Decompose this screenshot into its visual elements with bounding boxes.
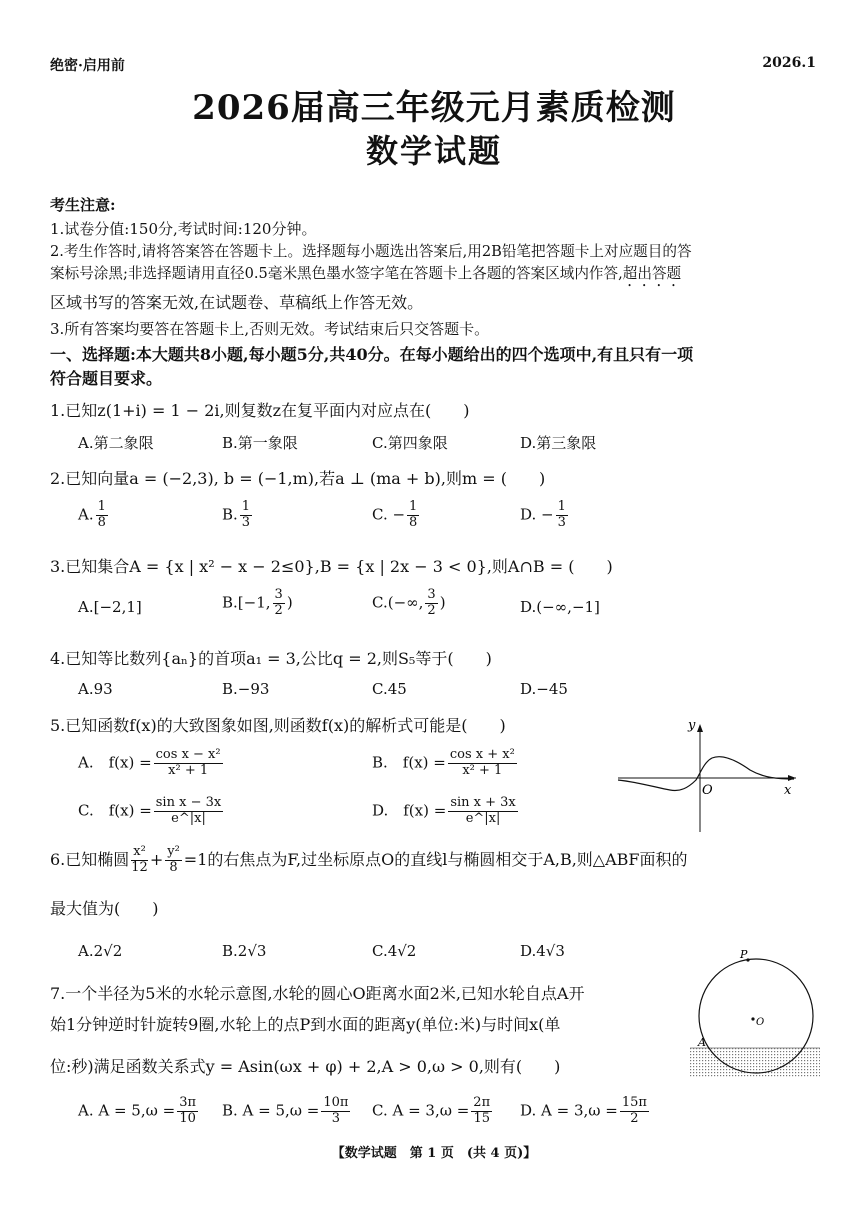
q7-a-num: 3π	[179, 1095, 197, 1110]
q7-a-label: A. A = 5,ω =	[78, 1101, 176, 1120]
q5-function-graph	[618, 716, 803, 836]
q2-option-b	[222, 500, 254, 531]
q2-c-frac	[407, 500, 419, 531]
q5-b-label: B. f(x) =	[372, 753, 446, 772]
q4-stem: 4.已知等比数列{aₙ}的首项a₁ = 3,公比q = 2,则S₅等于( )	[50, 649, 492, 668]
q3-stem: 3.已知集合A = {x | x² − x − 2≤0},B = {x | 2x − 3 < 0},则A∩B = ( )	[50, 557, 613, 576]
q7-option-d	[520, 1096, 651, 1127]
q2-option-c	[372, 500, 421, 531]
q4-option-a: A.93	[78, 680, 113, 698]
q5-option-d	[372, 796, 520, 827]
q5-a-den: x² + 1	[168, 762, 209, 778]
q7-d-frac	[620, 1096, 649, 1127]
q7-stem-1: 7.一个半径为5米的水轮示意图,水轮的圆心O距离水面2米,已知水轮自点A开	[50, 984, 585, 1003]
q4-option-d: D.−45	[520, 680, 568, 698]
q5-a-frac	[154, 748, 223, 779]
q7-d-label: D. A = 3,ω =	[520, 1101, 618, 1120]
q6-frac-x-den: 12	[131, 859, 148, 875]
q3-b-label: B.[−1,	[222, 593, 271, 612]
q5-a-label: A. f(x) =	[78, 753, 152, 772]
q3-b-den: 2	[274, 602, 283, 618]
q7-b-num: 10π	[323, 1095, 349, 1110]
q5-c-num: sin x − 3x	[155, 795, 222, 810]
q5-b-frac	[448, 748, 517, 779]
q5-stem: 5.已知函数f(x)的大致图象如图,则函数f(x)的解析式可能是( )	[50, 716, 506, 735]
q7-a-den: 10	[179, 1110, 196, 1126]
q6-stem	[50, 845, 688, 876]
graph-x-label: x	[784, 783, 792, 798]
q7-waterwheel-diagram	[690, 946, 820, 1086]
q5-b-num: cos x + x²	[449, 747, 515, 762]
q5-c-label: C. f(x) =	[78, 801, 152, 820]
q2-a-label: A.	[78, 505, 94, 524]
q7-c-frac	[471, 1096, 492, 1127]
note-2a: 2.考生作答时,请将答案答在答题卡上。选择题每小题选出答案后,用2B铅笔把答题卡上对应题目的答	[50, 243, 692, 260]
q2-c-den: 8	[409, 514, 418, 530]
q2-c-num: 1	[409, 499, 418, 514]
q7-c-num: 2π	[473, 1095, 491, 1110]
q2-a-frac	[96, 500, 108, 531]
q2-option-d	[520, 500, 570, 531]
q7-a-frac	[177, 1096, 198, 1127]
point-a-label: A	[698, 1036, 706, 1049]
q1-stem: 1.已知z(1+i) = 1 − 2i,则复数z在复平面内对应点在( )	[50, 401, 470, 420]
q2-d-frac	[556, 500, 568, 531]
q5-d-num: sin x + 3x	[450, 795, 516, 810]
wheel-center-dot	[751, 1017, 754, 1020]
q2-d-den: 3	[557, 514, 566, 530]
q6-frac-x	[131, 845, 148, 876]
q6-frac-y-num: y²	[167, 844, 180, 859]
exam-subject: 数学试题	[365, 132, 502, 170]
q2-b-den: 3	[241, 514, 251, 530]
q7-c-label: C. A = 3,ω =	[372, 1101, 470, 1120]
q7-option-b	[222, 1096, 352, 1127]
q6-stem-b: =1的右焦点为F,过坐标原点O的直线l与椭圆相交于A,B,则△ABF面积的	[183, 849, 688, 869]
q6-option-c: C.4√2	[372, 942, 417, 960]
section-1-title-cont: 符合题目要求。	[50, 369, 163, 388]
graph-origin-label: O	[702, 783, 713, 798]
q3-c-den: 2	[427, 602, 436, 618]
q1-option-a: A.第二象限	[78, 434, 154, 452]
q5-d-label: D. f(x) =	[372, 801, 447, 820]
page-footer: 【数学试题 第 1 页 (共 4 页)】	[331, 1146, 537, 1161]
q5-a-num: cos x − x²	[155, 747, 221, 762]
q2-d-num: 1	[557, 499, 566, 514]
q2-stem: 2.已知向量a = (−2,3), b = (−1,m),若a ⊥ (ma + b),则m = ( )	[50, 469, 546, 488]
q5-option-c	[78, 796, 225, 827]
q3-option-c	[372, 588, 446, 619]
q2-option-a	[78, 500, 110, 531]
q4-option-c: C.45	[372, 680, 407, 698]
q3-c-close: )	[439, 593, 446, 612]
q3-c-frac	[425, 588, 437, 619]
q1-option-c: C.第四象限	[372, 434, 448, 452]
q7-b-den: 3	[331, 1110, 341, 1126]
q7-b-label: B. A = 5,ω =	[222, 1101, 320, 1120]
q3-c-label: C.(−∞,	[372, 593, 424, 612]
q3-b-num: 3	[274, 587, 283, 602]
q6-frac-y-den: 8	[169, 859, 178, 875]
q7-option-a	[78, 1096, 200, 1127]
notes-heading: 考生注意:	[50, 196, 116, 214]
q2-b-frac	[240, 500, 252, 531]
q6-frac-y	[165, 845, 182, 876]
note-2b	[50, 262, 681, 290]
q7-c-den: 15	[473, 1110, 490, 1126]
q2-a-num: 1	[97, 499, 106, 514]
point-p-label: P	[740, 948, 748, 961]
q3-b-frac	[273, 588, 285, 619]
q3-option-d: D.(−∞,−1]	[520, 598, 600, 616]
q7-stem-2: 始1分钟逆时针旋转9圈,水轮上的点P到水面的距离y(单位:米)与时间x(单	[50, 1015, 561, 1034]
q6-option-d: D.4√3	[520, 942, 565, 960]
q6-plus: +	[149, 849, 164, 869]
q3-option-a: A.[−2,1]	[78, 598, 142, 616]
confidential-label: 绝密·启用前	[50, 58, 125, 74]
section-1-title: 一、选择题:本大题共8小题,每小题5分,共40分。在每小题给出的四个选项中,有且只有一项	[50, 345, 694, 364]
note-2b-text: 案标号涂黑;非选择题请用直径0.5毫米黑色墨水签字笔在答题卡上各题的答案区域内作答,	[50, 265, 623, 282]
q1-option-d: D.第三象限	[520, 434, 597, 452]
q2-a-den: 8	[97, 514, 106, 530]
q6-frac-x-num: x²	[133, 844, 146, 859]
q6-option-b: B.2√3	[222, 942, 267, 960]
q5-c-den: e^|x|	[171, 810, 206, 826]
q3-c-num: 3	[427, 587, 436, 602]
q5-d-den: e^|x|	[465, 810, 501, 826]
q3-option-b	[222, 588, 293, 619]
q5-b-den: x² + 1	[462, 762, 503, 778]
q7-option-c	[372, 1096, 494, 1127]
q7-b-frac	[321, 1096, 350, 1127]
q5-option-b	[372, 748, 519, 779]
q1-option-b: B.第一象限	[222, 434, 298, 452]
q6-stem-cont: 最大值为( )	[50, 899, 159, 918]
q5-c-frac	[154, 796, 223, 827]
graph-y-label: y	[688, 718, 696, 733]
q7-stem-3: 位:秒)满足函数关系式y = Asin(ωx + φ) + 2,A > 0,ω > 0,则有( )	[50, 1057, 561, 1076]
q3-b-close: )	[286, 593, 293, 612]
q7-d-num: 15π	[621, 1095, 647, 1110]
x-axis-arrow	[788, 775, 796, 781]
note-3: 3.所有答案均要答在答题卡上,否则无效。考试结束后只交答题卡。	[50, 320, 490, 338]
center-o-label: O	[756, 1017, 765, 1028]
note-1: 1.试卷分值:150分,考试时间:120分钟。	[50, 220, 317, 238]
y-axis-arrow	[697, 724, 703, 732]
q2-b-num: 1	[241, 499, 251, 514]
q6-option-a: A.2√2	[78, 942, 123, 960]
q4-option-b: B.−93	[222, 680, 270, 698]
exam-date: 2026.1	[762, 55, 816, 71]
q2-d-label: D. −	[520, 505, 554, 524]
note-2b-emphasis: 超出答题	[622, 265, 682, 282]
q7-d-den: 2	[630, 1110, 639, 1126]
q2-c-label: C. −	[372, 505, 406, 524]
q5-d-frac	[448, 796, 517, 827]
note-2c: 区域书写的答案无效,在试题卷、草稿纸上作答无效。	[50, 293, 424, 312]
q5-option-a	[78, 748, 225, 779]
exam-title: 2026届高三年级元月素质检测	[192, 88, 676, 128]
q2-b-label: B.	[222, 505, 238, 524]
q6-stem-a: 6.已知椭圆	[50, 849, 130, 869]
